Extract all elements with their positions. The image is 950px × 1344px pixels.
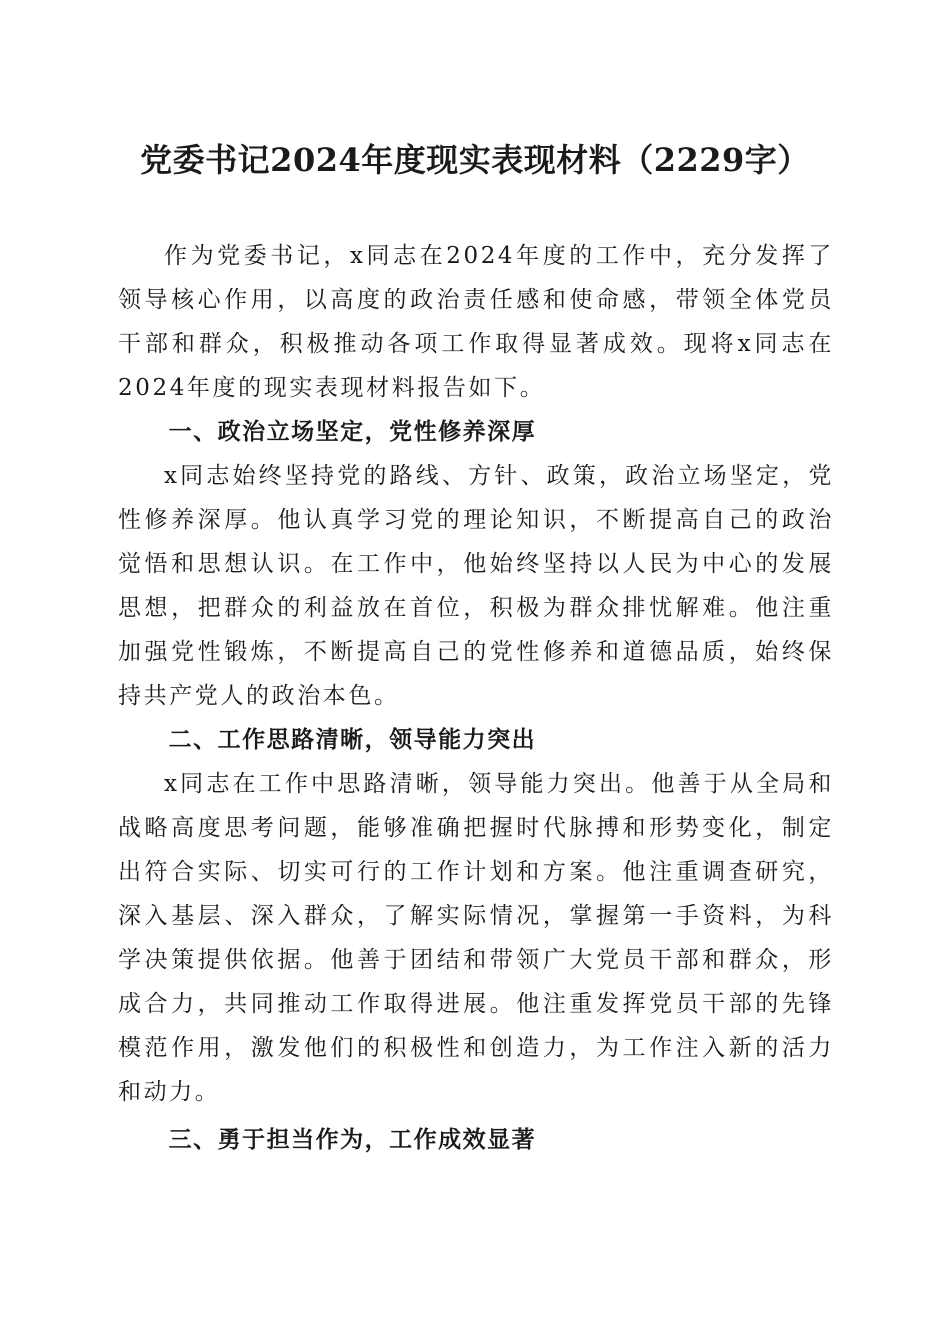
- section-1-heading: 一、政治立场坚定，党性修养深厚: [168, 419, 537, 445]
- intro-paragraph: 作为党委书记，x同志在2024年度的工作中，充分发挥了领导核心作用，以高度的政治责任感和使命感，带领全体党员干部和群众，积极推动各项工作取得显著成效。现将x同志在2024年度的现实表现材料报告如下。: [118, 243, 834, 401]
- section-1-paragraph: x同志始终坚持党的路线、方针、政策，政治立场坚定，党性修养深厚。他认真学习党的理论知识，不断提高自己的政治觉悟和思想认识。在工作中，他始终坚持以人民为中心的发展思想，把群众的利益放在首位，积极为群众排忧解难。他注重加强党性锻炼，不断提高自己的党性修养和道德品质，始终保持共产党人的政治本色。: [118, 463, 834, 709]
- document-title: 党委书记2024年度现实表现材料（2229字）: [140, 141, 810, 179]
- section-2-paragraph: x同志在工作中思路清晰，领导能力突出。他善于从全局和战略高度思考问题，能够准确把握时代脉搏和形势变化，制定出符合实际、切实可行的工作计划和方案。他注重调查研究，深入基层、深入群众，了解实际情况，掌握第一手资料，为科学决策提供依据。他善于团结和带领广大党员干部和群众，形成合力，共同推动工作取得进展。他注重发挥党员干部的先锋模范作用，激发他们的积极性和创造力，为工作注入新的活力和动力。: [118, 771, 834, 1105]
- section-2-heading: 二、工作思路清晰，领导能力突出: [168, 727, 537, 753]
- section-3-heading: 三、勇于担当作为，工作成效显著: [168, 1127, 537, 1153]
- document-body: [118, 234, 834, 1162]
